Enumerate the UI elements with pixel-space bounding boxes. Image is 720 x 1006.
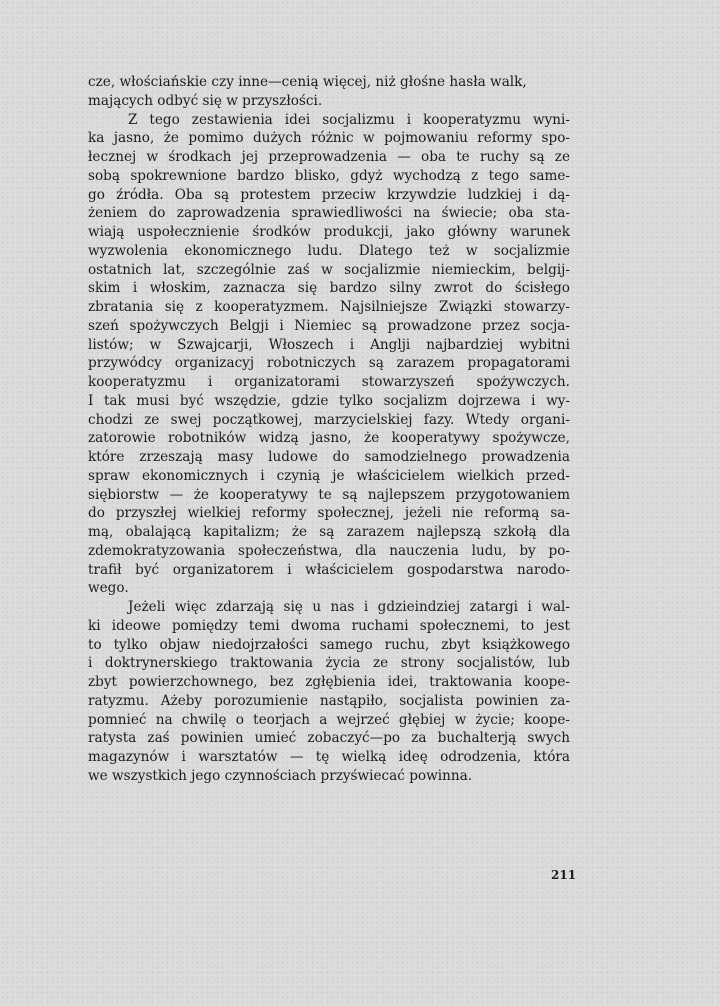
page-number: 211	[551, 868, 577, 882]
text-line: skim i włoskim, zaznacza się bardzo silny zwrot do ścisłego	[88, 280, 570, 297]
text-line: to tylko objaw niedojrzałości samego ruchu, zbyt książkowego	[88, 636, 570, 653]
text-line: trafił być organizatorem i właścicielem gospodarstwa narodo-	[88, 561, 570, 578]
text-line: we wszystkich jego czynnościach przyświecać powinna.	[88, 767, 473, 784]
text-line: I tak musi być wszędzie, gdzie tylko socjalizm dojrzewa i wy-	[88, 392, 570, 409]
text-line: sobą spokrewnione bardzo blisko, gdyż wychodzą z tego same-	[88, 167, 570, 184]
text-line: szeń spożywczych Belgji i Niemiec są prowadzone przez socja-	[88, 317, 570, 334]
text-line: wiają uspołecznienie środków produkcji, jako główny warunek	[88, 224, 570, 240]
body-text	[88, 73, 570, 786]
text-line: spraw ekonomicznych i czynią je właścicielem wielkich przed-	[88, 467, 570, 484]
text-line: wego.	[88, 580, 129, 597]
text-line: cze, włościańskie czy inne—cenią więcej, niż głośne hasła walk,	[88, 74, 527, 90]
text-line: mających odbyć się w przyszłości.	[88, 92, 323, 109]
text-line: magazynów i warsztatów — tę wielką ideę odrodzenia, która	[88, 749, 570, 765]
text-line: przywódcy organizacyj robotniczych są zarazem propagatorami	[88, 355, 570, 372]
text-line: ratysta zaś powinien umieć zobaczyć—po za buchalterją swych	[88, 730, 570, 747]
text-line: ka jasno, że pomimo dużych różnic w pojmowaniu reformy spo-	[88, 130, 570, 147]
text-line: ostatnich lat, szczególnie zaś w socjalizmie niemieckim, belgij-	[88, 261, 570, 278]
text-line: kooperatyzmu i organizatorami stowarzyszeń spożywczych.	[88, 374, 570, 390]
text-line: żeniem do zaprowadzenia sprawiedliwości na świecie; oba sta-	[88, 205, 570, 222]
text-line: zbratania się z kooperatyzmem. Najsilniejsze Związki stowarzy-	[88, 299, 570, 315]
text-line: i doktrynerskiego traktowania życia ze strony socjalistów, lub	[88, 655, 570, 672]
text-line: do przyszłej wielkiej reformy społecznej, jeżeli nie reformą sa-	[88, 505, 570, 522]
text-line: siębiorstw — że kooperatywy te są najlepszem przygotowaniem	[88, 486, 570, 503]
text-line: ki ideowe pomiędzy temi dwoma ruchami społecznemi, to jest	[88, 617, 570, 634]
text-line: które zrzeszają masy ludowe do samodzielnego prowadzenia	[88, 449, 570, 465]
text-line: łecznej w środkach jej przeprowadzenia — oba te ruchy są ze	[88, 149, 570, 165]
text-line: wyzwolenia ekonomicznego ludu. Dlatego też w socjalizmie	[88, 242, 570, 259]
text-line: mą, obalającą kapitalizm; że są zarazem najlepszą szkołą dla	[88, 524, 570, 540]
text-line: zbyt powierzchownego, bez zgłębienia idei, traktowania koope-	[88, 674, 570, 690]
text-line: zatorowie robotników widzą jasno, że kooperatywy spożywcze,	[88, 430, 570, 447]
text-line: chodzi ze swej początkowej, marzycielskiej fazy. Wtedy organi-	[88, 411, 570, 428]
text-line: pomnieć na chwilę o teorjach a wejrzeć głębiej w życie; koope-	[88, 711, 570, 728]
paragraph-start-line: Jeżeli więc zdarzają się u nas i gdzieindziej zatargi i wal-	[128, 599, 570, 615]
text-line: go źródła. Oba są protestem przeciw krzywdzie ludzkiej i dą-	[88, 186, 570, 203]
text-line: ratyzmu. Ażeby porozumienie nastąpiło, socjalista powinien za-	[88, 692, 570, 709]
paragraph-start-line: Z tego zestawienia idei socjalizmu i kooperatyzmu wyni-	[128, 111, 570, 128]
text-line: listów; w Szwajcarji, Włoszech i Anglji najbardziej wybitni	[88, 336, 570, 353]
text-line: zdemokratyzowania społeczeństwa, dla nauczenia ludu, by po-	[88, 542, 570, 559]
